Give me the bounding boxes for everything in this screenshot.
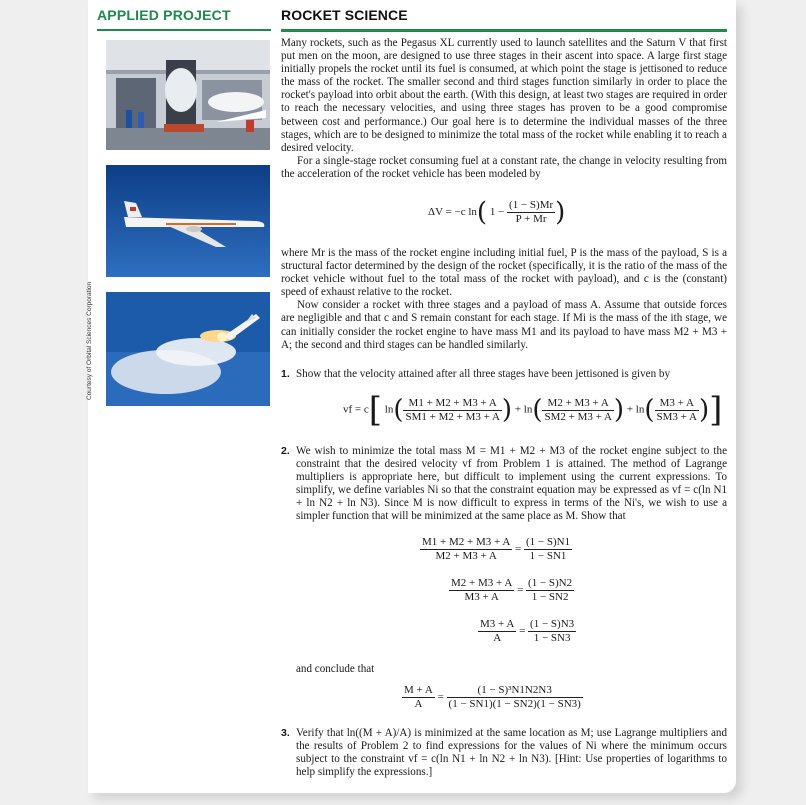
problem-2-text: We wish to minimize the total mass M = M1 + M2 + M3 of the rocket engine subject to the constraint that the desired velocity vf from Problem 1 is attained. The method of Lagrange multipliers is appropriate here, but difficult to implement using the current expressions. To simplify, we define variables Ni so that the constraint equation may be expressed as vf = c(ln N1 + ln N2 + ln N3). Since M is now difficult to express in terms of the Ni's, we wish to use a simpler function that will be minimized at the same place as M. Show that	[296, 445, 727, 523]
intro-paragraph-2: For a single-stage rocket consuming fuel at a constant rate, the change in velocity resulting from the acceleration of the rocket vehicle has been modeled by	[281, 154, 727, 180]
problem-1-text: Show that the velocity attained after all three stages have been jettisoned is given by	[296, 368, 670, 380]
problem-2	[281, 445, 727, 524]
vf-numerator-1: M1 + M2 + M3 + A	[403, 397, 501, 411]
dv-one: 1 −	[489, 206, 505, 219]
photo-credit: Courtesy of Orbital Sciences Corporation	[86, 281, 93, 400]
problem-3	[281, 727, 727, 779]
vf-numerator-2: M2 + M3 + A	[542, 397, 613, 411]
vf-plus-ln-2: + ln	[514, 403, 533, 416]
c-equals: =	[437, 691, 444, 704]
dv-numerator: (1 − S)Mr	[509, 199, 554, 211]
aircraft-photo	[106, 165, 270, 277]
hangar-photo	[106, 40, 270, 150]
vf-plus-ln-3: + ln	[626, 403, 645, 416]
dv-lhs: ΔV = −c ln	[428, 206, 477, 219]
intro-text	[281, 37, 727, 181]
c-left-numerator: M + A	[404, 684, 433, 696]
r3-equals: =	[519, 625, 526, 638]
problem-1-number: 1.	[281, 368, 290, 380]
launch-photo	[106, 292, 270, 406]
definitions-text	[281, 247, 727, 352]
ratio-equation-1	[420, 536, 572, 563]
problem-3-text: Verify that ln((M + A)/A) is minimized at the same location as M; use Lagrange multipliers and the results of Problem 2 to find expressions for the values of Ni where the minimum occurs subject to the constraint vf = c(ln N1 + ln N2 + ln N3). [Hint: Use properties of logarithms to help simplify the expressions.]	[296, 727, 727, 779]
delta-v-equation: ΔV = −c ln( 1 − $\frac{(1 - S)Mr}{P + Mr}$ )	[428, 197, 566, 228]
ratio-equation-3	[478, 618, 576, 645]
r2-equals: =	[517, 584, 524, 597]
r3-left-numerator: M3 + A	[480, 618, 515, 630]
intro-paragraph-4: Now consider a rocket with three stages and a payload of mass A. Assume that outside forces are negligible and that c and S remain constant for each stage. If Mi is the mass of the ith stage, we can initially consider the rocket engine to have mass M1 and its payload to have mass M2 + M3 + A; the second and third stages can be handled similarly.	[281, 299, 727, 351]
vf-numerator-3: M3 + A	[655, 397, 699, 411]
r1-left-denominator: M2 + M3 + A	[435, 550, 497, 562]
problem-1	[281, 368, 727, 381]
r1-equals: =	[515, 543, 522, 556]
intro-paragraph-3: where Mr is the mass of the rocket engine including initial fuel, P is the mass of the payload, S is a structural factor determined by the design of the rocket (specifically, it is the ratio of the mass of the rocket vehicle without fuel to the total mass of the rocket with payload), and c is the (constant) speed of exhaust relative to the rocket.	[281, 247, 727, 299]
c-right-numerator: (1 − S)³N1N2N3	[447, 684, 583, 698]
vf-lhs: vf = c	[343, 403, 369, 416]
r2-left-numerator: M2 + M3 + A	[451, 577, 513, 589]
r3-right-denominator: 1 − SN3	[533, 632, 571, 644]
r1-right-denominator: 1 − SN1	[529, 550, 567, 562]
vf-denominator-1: SM1 + M2 + M3 + A	[405, 410, 500, 423]
final-velocity-equation: vf = c[ ln( $\frac{M1 + M2 + M3 + A}{SM1 + M2 + M3 + A}$ ) + ln( $\frac{M2 + M3 + A}{SM2 + M3 + A}$ ) + ln( $\frac{M3 + A}{SM3 + A}$ )]	[343, 390, 723, 430]
r2-left-denominator: M3 + A	[464, 591, 499, 603]
ratio-equation-2	[449, 577, 574, 604]
accent-rule-left	[97, 29, 271, 31]
c-left-denominator: A	[414, 698, 423, 710]
dv-denominator: P + Mr	[515, 213, 547, 225]
vf-denominator-2: SM2 + M3 + A	[544, 410, 612, 423]
page-title: ROCKET SCIENCE	[281, 7, 408, 23]
conclusion-equation	[402, 684, 583, 711]
c-right-denominator: (1 − SN1)(1 − SN2)(1 − SN3)	[448, 698, 581, 710]
accent-rule-right	[281, 29, 727, 32]
vf-denominator-3: SM3 + A	[656, 410, 697, 423]
r1-left-numerator: M1 + M2 + M3 + A	[422, 536, 511, 548]
section-label: APPLIED PROJECT	[97, 7, 231, 23]
problem-2-number: 2.	[281, 445, 290, 457]
r2-right-denominator: 1 − SN2	[531, 591, 569, 603]
r3-left-denominator: A	[493, 632, 502, 644]
r1-right-numerator: (1 − S)N1	[526, 536, 571, 548]
intro-paragraph-1: Many rockets, such as the Pegasus XL currently used to launch satellites and the Saturn V that first put men on the moon, are designed to use three stages in their ascent into space. A large first stage initially propels the rocket until its fuel is consumed, at which point the stage is jettisoned to reduce the mass of the rocket. The smaller second and third stages function similarly in order to place the rocket's payload into orbit about the earth. (With this design, at least two stages are required in order to reach the necessary velocities, and using three stages has proven to be a good compromise between cost and performance.) Our goal here is to determine the individual masses of the three stages, which are to be designed to minimize the total mass of the rocket while enabling it to reach a desired velocity.	[281, 37, 727, 154]
r3-right-numerator: (1 − S)N3	[530, 618, 575, 630]
problem-3-number: 3.	[281, 727, 290, 739]
vf-ln-1: ln	[384, 403, 394, 416]
r2-right-numerator: (1 − S)N2	[528, 577, 573, 589]
conclude-text: and conclude that	[296, 663, 375, 675]
